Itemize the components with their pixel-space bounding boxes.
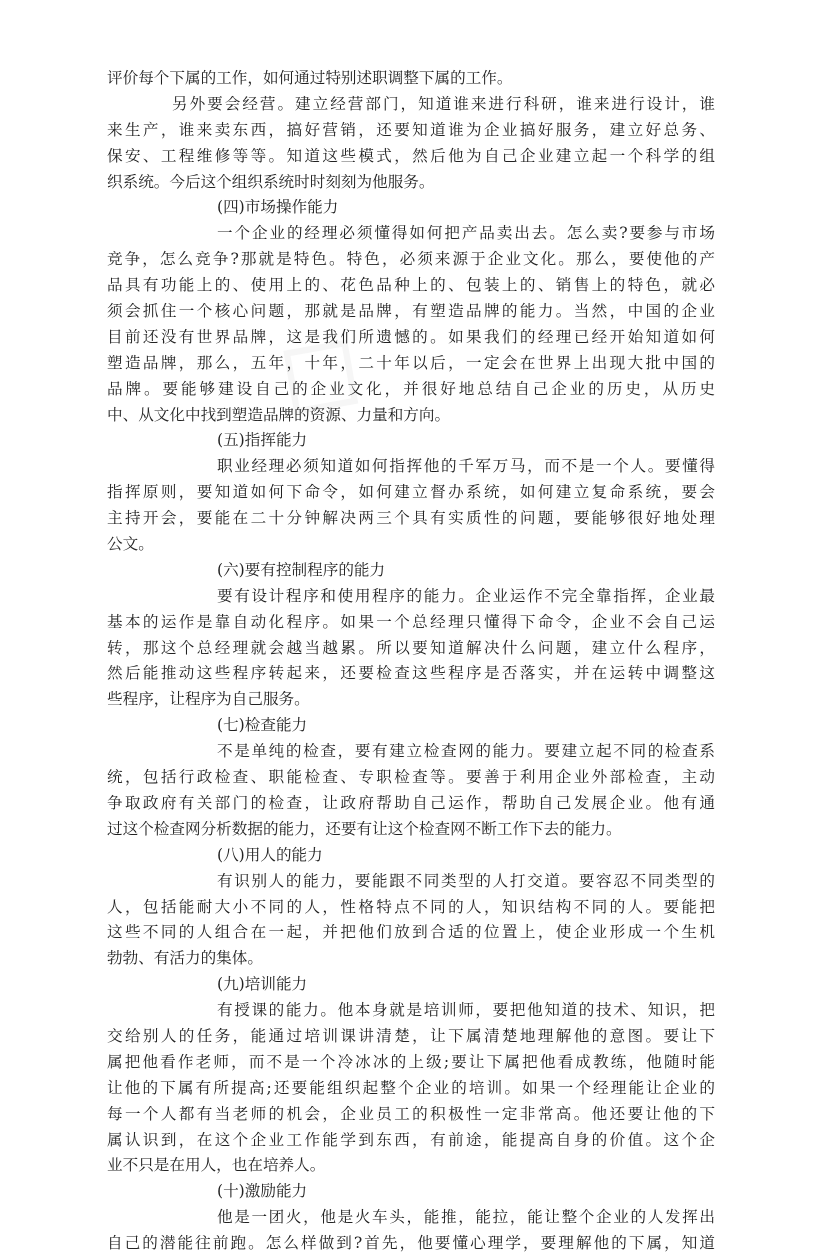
text-line: (十)激励能力 xyxy=(217,1182,308,1201)
text-line: 人，包括能耐大小不同的人，性格特点不同的人，知识结构不同的人。要能把 xyxy=(107,897,715,916)
text-line: (七)检查能力 xyxy=(217,716,308,735)
text-line: (六)要有控制程序的能力 xyxy=(217,560,386,579)
text-line: 然后能推动这些程序转起来，还要检查这些程序是否落实，并在运转中调整这 xyxy=(107,664,715,683)
text-line: 品具有功能上的、使用上的、花色品种上的、包装上的、销售上的特色，就必 xyxy=(107,276,715,295)
text-line: 目前还没有世界品牌，这是我们所遗憾的。如果我们的经理已经开始知道如何 xyxy=(107,327,715,346)
text-line: 让他的下属有所提高;还要能组织起整个企业的培训。如果一个经理能让企业的 xyxy=(107,1078,715,1097)
text-line: 交给别人的任务，能通过培训课讲清楚，让下属清楚地理解他的意图。要让下 xyxy=(107,1026,715,1045)
text-line: (八)用人的能力 xyxy=(217,845,323,864)
text-line: 他是一团火，他是火车头，能推，能拉，能让整个企业的人发挥出 xyxy=(217,1208,715,1227)
text-line: 品牌。要能够建设自己的企业文化，并很好地总结自己企业的历史，从历史 xyxy=(107,379,715,398)
text-line: 每一个人都有当老师的机会，企业员工的积极性一定非常高。他还要让他的下 xyxy=(107,1104,715,1123)
text-line: 属认识到，在这个企业工作能学到东西，有前途，能提高自身的价值。这个企 xyxy=(107,1130,715,1149)
text-line: 保安、工程维修等等。知道这些模式，然后他为自己企业建立起一个科学的组 xyxy=(107,146,715,165)
text-line: 勃勃、有活力的集体。 xyxy=(107,949,263,968)
text-line: 自己的潜能往前跑。怎么样做到?首先，他要懂心理学，要理解他的下属，知道 xyxy=(107,1234,715,1253)
text-line: 业不只是在用人，也在培养人。 xyxy=(107,1156,326,1175)
text-line: 一个企业的经理必须懂得如何把产品卖出去。怎么卖?要参与市场 xyxy=(217,224,715,243)
text-line: 不是单纯的检查，要有建立检查网的能力。要建立起不同的检查系 xyxy=(217,742,715,761)
text-line: 主持开会，要能在二十分钟解决两三个具有实质性的问题，要能够很好地处理 xyxy=(107,509,715,528)
document-body xyxy=(107,66,715,1257)
text-line: 统，包括行政检查、职能检查、专职检查等。要善于利用企业外部检查，主动 xyxy=(107,768,715,787)
text-line: 这些不同的人组合在一起，并把他们放到合适的位置上，使企业形成一个生机 xyxy=(107,923,715,942)
text-line: (五)指挥能力 xyxy=(217,431,308,450)
text-line: 须会抓住一个核心问题，那就是品牌，有塑造品牌的能力。当然，中国的企业 xyxy=(107,302,715,321)
text-line: 评价每个下属的工作，如何通过特别述职调整下属的工作。 xyxy=(107,69,513,87)
text-line: 要有设计程序和使用程序的能力。企业运作不完全靠指挥，企业最 xyxy=(217,586,715,605)
text-line: 属把他看作老师，而不是一个冷冰冰的上级;要让下属把他看成教练，他随时能 xyxy=(107,1052,715,1071)
text-line: 职业经理必须知道如何指挥他的千军万马，而不是一个人。要懂得 xyxy=(217,457,715,476)
text-line: 塑造品牌，那么，五年，十年，二十年以后，一定会在世界上出现大批中国的 xyxy=(107,353,715,372)
text-line: 另外要会经营。建立经营部门，知道谁来进行科研，谁来进行设计，谁 xyxy=(172,94,715,113)
text-line: 基本的运作是靠自动化程序。如果一个总经理只懂得下命令，企业不会自己运 xyxy=(107,612,715,631)
text-line: 转，那这个总经理就会越当越累。所以要知道解决什么问题，建立什么程序， xyxy=(107,638,715,657)
text-line: 中、从文化中找到塑造品牌的资源、力量和方向。 xyxy=(107,405,451,424)
text-line: 公文。 xyxy=(107,535,154,554)
text-line: 织系统。今后这个组织系统时时刻刻为他服务。 xyxy=(107,172,435,191)
text-line: (四)市场操作能力 xyxy=(217,198,339,217)
text-line: 争取政府有关部门的检查，让政府帮助自己运作，帮助自己发展企业。他有通 xyxy=(107,793,715,812)
text-line: (九)培训能力 xyxy=(217,975,308,994)
text-line: 指挥原则，要知道如何下命令，如何建立督办系统，如何建立复命系统，要会 xyxy=(107,483,715,502)
text-line: 些程序，让程序为自己服务。 xyxy=(107,690,310,709)
text-line: 有授课的能力。他本身就是培训师，要把他知道的技术、知识，把 xyxy=(217,1001,715,1020)
text-line: 有识别人的能力，要能跟不同类型的人打交道。要容忍不同类型的 xyxy=(217,871,715,890)
text-line: 过这个检查网分析数据的能力，还要有让这个检查网不断工作下去的能力。 xyxy=(107,819,622,838)
text-line: 来生产，谁来卖东西，搞好营销，还要知道谁为企业搞好服务，建立好总务、 xyxy=(107,120,715,139)
text-line: 竞争，怎么竞争?那就是特色。特色，必须来源于企业文化。那么，要使他的产 xyxy=(107,250,715,269)
